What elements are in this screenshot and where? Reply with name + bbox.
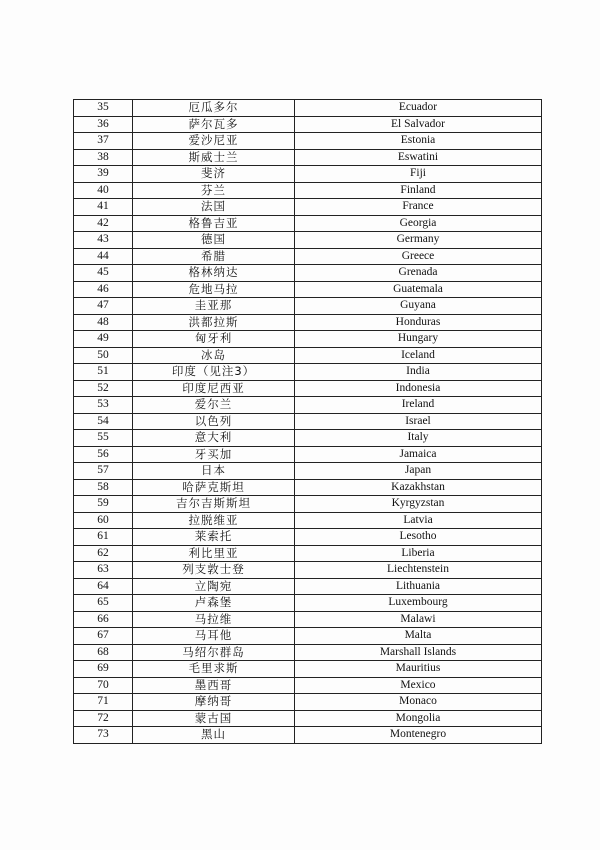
english-name-cell: Montenegro	[295, 727, 542, 744]
chinese-name-cell: 摩纳哥	[133, 694, 295, 711]
row-number-cell: 70	[74, 677, 133, 694]
table-row	[74, 331, 542, 348]
english-name-cell: Ireland	[295, 397, 542, 414]
english-name-cell: Kyrgyzstan	[295, 496, 542, 513]
english-name-cell: Liechtenstein	[295, 562, 542, 579]
row-number-cell: 58	[74, 479, 133, 496]
table-row	[74, 611, 542, 628]
english-name-cell: Fiji	[295, 166, 542, 183]
english-name-cell: Germany	[295, 232, 542, 249]
table-row	[74, 133, 542, 150]
table-body	[74, 100, 542, 744]
chinese-name-cell: 毛里求斯	[133, 661, 295, 678]
table-row	[74, 314, 542, 331]
table-row	[74, 529, 542, 546]
row-number-cell: 65	[74, 595, 133, 612]
table-row	[74, 479, 542, 496]
chinese-name-cell: 立陶宛	[133, 578, 295, 595]
table-row	[74, 512, 542, 529]
table-row	[74, 545, 542, 562]
chinese-name-cell: 斯威士兰	[133, 149, 295, 166]
row-number-cell: 49	[74, 331, 133, 348]
english-name-cell: Estonia	[295, 133, 542, 150]
english-name-cell: El Salvador	[295, 116, 542, 133]
english-name-cell: Grenada	[295, 265, 542, 282]
english-name-cell: Hungary	[295, 331, 542, 348]
chinese-name-cell: 日本	[133, 463, 295, 480]
table-row	[74, 661, 542, 678]
row-number-cell: 68	[74, 644, 133, 661]
row-number-cell: 47	[74, 298, 133, 315]
table-row	[74, 281, 542, 298]
row-number-cell: 48	[74, 314, 133, 331]
chinese-name-cell: 以色列	[133, 413, 295, 430]
chinese-name-cell: 拉脱维亚	[133, 512, 295, 529]
english-name-cell: Jamaica	[295, 446, 542, 463]
english-name-cell: Italy	[295, 430, 542, 447]
table-row	[74, 265, 542, 282]
table-row	[74, 347, 542, 364]
english-name-cell: Liberia	[295, 545, 542, 562]
table-row	[74, 677, 542, 694]
english-name-cell: Lithuania	[295, 578, 542, 595]
table-row	[74, 446, 542, 463]
row-number-cell: 51	[74, 364, 133, 381]
chinese-name-cell: 厄瓜多尔	[133, 100, 295, 117]
chinese-name-cell: 格鲁吉亚	[133, 215, 295, 232]
row-number-cell: 62	[74, 545, 133, 562]
english-name-cell: Latvia	[295, 512, 542, 529]
table-row	[74, 298, 542, 315]
english-name-cell: Greece	[295, 248, 542, 265]
row-number-cell: 37	[74, 133, 133, 150]
chinese-name-cell: 列支敦士登	[133, 562, 295, 579]
row-number-cell: 45	[74, 265, 133, 282]
row-number-cell: 66	[74, 611, 133, 628]
row-number-cell: 60	[74, 512, 133, 529]
table-row	[74, 397, 542, 414]
english-name-cell: France	[295, 199, 542, 216]
chinese-name-cell: 意大利	[133, 430, 295, 447]
table-row	[74, 413, 542, 430]
english-name-cell: Iceland	[295, 347, 542, 364]
chinese-name-cell: 圭亚那	[133, 298, 295, 315]
table-row	[74, 710, 542, 727]
table-row	[74, 100, 542, 117]
english-name-cell: India	[295, 364, 542, 381]
table-row	[74, 199, 542, 216]
chinese-name-cell: 利比里亚	[133, 545, 295, 562]
row-number-cell: 73	[74, 727, 133, 744]
table-row	[74, 116, 542, 133]
row-number-cell: 56	[74, 446, 133, 463]
english-name-cell: Malta	[295, 628, 542, 645]
english-name-cell: Honduras	[295, 314, 542, 331]
chinese-name-cell: 蒙古国	[133, 710, 295, 727]
chinese-name-cell: 吉尔吉斯斯坦	[133, 496, 295, 513]
table-row	[74, 380, 542, 397]
english-name-cell: Marshall Islands	[295, 644, 542, 661]
chinese-name-cell: 德国	[133, 232, 295, 249]
chinese-name-cell: 法国	[133, 199, 295, 216]
row-number-cell: 61	[74, 529, 133, 546]
table-row	[74, 644, 542, 661]
row-number-cell: 46	[74, 281, 133, 298]
chinese-name-cell: 爱尔兰	[133, 397, 295, 414]
table-row	[74, 463, 542, 480]
row-number-cell: 71	[74, 694, 133, 711]
chinese-name-cell: 格林纳达	[133, 265, 295, 282]
chinese-name-cell: 爱沙尼亚	[133, 133, 295, 150]
row-number-cell: 40	[74, 182, 133, 199]
english-name-cell: Malawi	[295, 611, 542, 628]
english-name-cell: Eswatini	[295, 149, 542, 166]
english-name-cell: Guatemala	[295, 281, 542, 298]
row-number-cell: 42	[74, 215, 133, 232]
chinese-name-cell: 洪都拉斯	[133, 314, 295, 331]
table-row	[74, 364, 542, 381]
row-number-cell: 35	[74, 100, 133, 117]
english-name-cell: Japan	[295, 463, 542, 480]
chinese-name-cell: 墨西哥	[133, 677, 295, 694]
row-number-cell: 54	[74, 413, 133, 430]
table-row	[74, 149, 542, 166]
chinese-name-cell: 马拉维	[133, 611, 295, 628]
row-number-cell: 36	[74, 116, 133, 133]
chinese-name-cell: 印度（见注3）	[133, 364, 295, 381]
row-number-cell: 69	[74, 661, 133, 678]
table-row	[74, 430, 542, 447]
row-number-cell: 39	[74, 166, 133, 183]
chinese-name-cell: 萨尔瓦多	[133, 116, 295, 133]
row-number-cell: 59	[74, 496, 133, 513]
table-row	[74, 694, 542, 711]
chinese-name-cell: 马耳他	[133, 628, 295, 645]
english-name-cell: Lesotho	[295, 529, 542, 546]
chinese-name-cell: 希腊	[133, 248, 295, 265]
row-number-cell: 44	[74, 248, 133, 265]
chinese-name-cell: 黑山	[133, 727, 295, 744]
english-name-cell: Luxembourg	[295, 595, 542, 612]
english-name-cell: Mauritius	[295, 661, 542, 678]
english-name-cell: Kazakhstan	[295, 479, 542, 496]
row-number-cell: 53	[74, 397, 133, 414]
english-name-cell: Ecuador	[295, 100, 542, 117]
row-number-cell: 64	[74, 578, 133, 595]
row-number-cell: 57	[74, 463, 133, 480]
english-name-cell: Indonesia	[295, 380, 542, 397]
chinese-name-cell: 斐济	[133, 166, 295, 183]
chinese-name-cell: 芬兰	[133, 182, 295, 199]
table-row	[74, 215, 542, 232]
table-row	[74, 248, 542, 265]
row-number-cell: 41	[74, 199, 133, 216]
row-number-cell: 43	[74, 232, 133, 249]
table-row	[74, 496, 542, 513]
row-number-cell: 55	[74, 430, 133, 447]
english-name-cell: Mexico	[295, 677, 542, 694]
english-name-cell: Georgia	[295, 215, 542, 232]
row-number-cell: 50	[74, 347, 133, 364]
row-number-cell: 72	[74, 710, 133, 727]
table-row	[74, 578, 542, 595]
chinese-name-cell: 匈牙利	[133, 331, 295, 348]
chinese-name-cell: 牙买加	[133, 446, 295, 463]
chinese-name-cell: 莱索托	[133, 529, 295, 546]
table-row	[74, 166, 542, 183]
chinese-name-cell: 马绍尔群岛	[133, 644, 295, 661]
country-table	[73, 99, 542, 744]
chinese-name-cell: 危地马拉	[133, 281, 295, 298]
chinese-name-cell: 卢森堡	[133, 595, 295, 612]
english-name-cell: Guyana	[295, 298, 542, 315]
row-number-cell: 67	[74, 628, 133, 645]
row-number-cell: 52	[74, 380, 133, 397]
table-row	[74, 595, 542, 612]
row-number-cell: 38	[74, 149, 133, 166]
chinese-name-cell: 印度尼西亚	[133, 380, 295, 397]
table-row	[74, 232, 542, 249]
english-name-cell: Israel	[295, 413, 542, 430]
table-row	[74, 727, 542, 744]
table-row	[74, 562, 542, 579]
chinese-name-cell: 冰岛	[133, 347, 295, 364]
english-name-cell: Mongolia	[295, 710, 542, 727]
row-number-cell: 63	[74, 562, 133, 579]
table-row	[74, 182, 542, 199]
english-name-cell: Finland	[295, 182, 542, 199]
chinese-name-cell: 哈萨克斯坦	[133, 479, 295, 496]
table-row	[74, 628, 542, 645]
english-name-cell: Monaco	[295, 694, 542, 711]
